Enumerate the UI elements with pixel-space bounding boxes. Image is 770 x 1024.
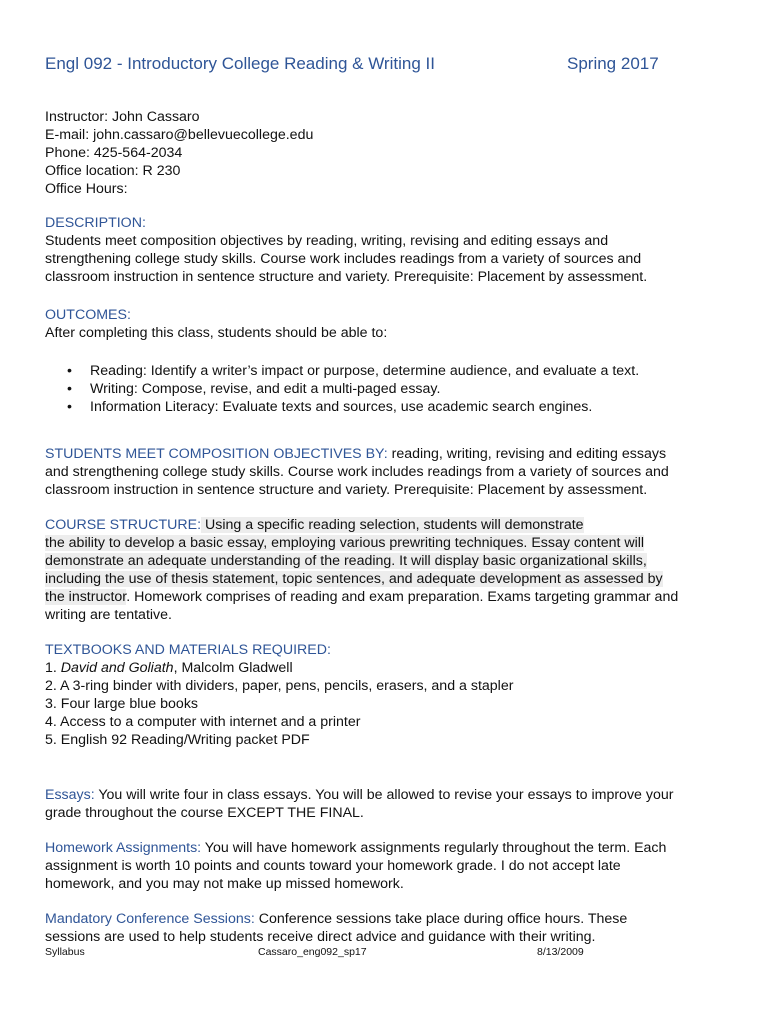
conference-line: sessions are used to help students receive direct advice and guidance with their writing. [45, 929, 596, 945]
outcomes-list-wrap [45, 362, 735, 416]
description-line: classroom instruction in sentence structure and variety. Prerequisite: Placement by assessment. [45, 269, 648, 285]
textbook-item: 4. Access to a computer with internet and a printer [45, 714, 361, 730]
footer-right: 8/13/2009 [537, 946, 584, 958]
conference-heading: Mandatory Conference Sessions: [45, 911, 255, 927]
list-item: • Writing: Compose, revise, and edit a multi-paged essay. [67, 381, 441, 397]
essays-heading: Essays: [45, 787, 95, 803]
conference-line: Mandatory Conference Sessions: Conference sessions take place during office hours. These [45, 911, 628, 927]
essays-line: grade throughout the course EXCEPT THE FINAL. [45, 805, 364, 821]
essays-line: Essays: You will write four in class essays. You will be allowed to revise your essays to improve your [45, 787, 674, 803]
structure-line: COURSE STRUCTURE: Using a specific reading selection, students will demonstrate [45, 517, 584, 533]
textbook-item: 3. Four large blue books [45, 696, 199, 712]
bullet-icon: • [67, 381, 72, 397]
objectives-line: and strengthening college study skills. Course work includes readings from a variety of sources and [45, 464, 669, 480]
outcomes-section [45, 306, 735, 342]
objectives-heading: STUDENTS MEET COMPOSITION OBJECTIVES BY: [45, 446, 388, 462]
list-item: • Information Literacy: Evaluate texts and sources, use academic search engines. [67, 399, 593, 415]
instructor-phone: Phone: 425-564-2034 [45, 145, 183, 161]
description-line: Students meet composition objectives by reading, writing, revising and editing essays and [45, 233, 609, 249]
homework-line: homework, and you may not make up missed homework. [45, 876, 404, 892]
bullet-icon: • [67, 399, 72, 415]
instructor-office: Office location: R 230 [45, 163, 181, 179]
course-structure-section [45, 516, 735, 624]
term-label: Spring 2017 [567, 54, 659, 73]
structure-line: the ability to develop a basic essay, employing various prewriting techniques. Essay content will [45, 535, 645, 551]
structure-line: the instructor. Homework comprises of reading and exam preparation. Exams targeting grammar and [45, 589, 679, 605]
outcomes-list [45, 362, 735, 416]
course-title: Engl 092 - Introductory College Reading & Writing II [45, 54, 435, 73]
structure-line: including the use of thesis statement, topic sentences, and adequate development as assessed by [45, 571, 663, 587]
objectives-section [45, 445, 735, 499]
homework-heading: Homework Assignments: [45, 840, 202, 856]
objectives-first-line: STUDENTS MEET COMPOSITION OBJECTIVES BY: reading, writing, revising and editing essays [45, 446, 667, 462]
instructor-info [45, 108, 735, 198]
textbook-item: 1. David and Goliath, Malcolm Gladwell [45, 660, 293, 676]
description-line: strengthening college study skills. Course work includes readings from a variety of sources and [45, 251, 642, 267]
bullet-icon: • [67, 363, 72, 379]
homework-line: assignment is worth 10 points and counts toward your homework grade. I do not accept late [45, 858, 621, 874]
objectives-line: classroom instruction in sentence structure and variety. Prerequisite: Placement by assessment. [45, 482, 648, 498]
instructor-email: E-mail: john.cassaro@bellevuecollege.edu [45, 127, 314, 143]
conference-section [45, 910, 735, 946]
structure-line: demonstrate an adequate understanding of the reading. It will display basic organizational skills, [45, 553, 647, 569]
outcomes-intro: After completing this class, students should be able to: [45, 325, 388, 341]
instructor-hours: Office Hours: [45, 181, 128, 197]
outcomes-heading: OUTCOMES: [45, 307, 131, 323]
instructor-name: Instructor: John Cassaro [45, 109, 200, 125]
textbook-item: 5. English 92 Reading/Writing packet PDF [45, 732, 310, 748]
footer-center: Cassaro_eng092_sp17 [258, 946, 367, 958]
textbook-item: 2. A 3-ring binder with dividers, paper, pens, pencils, erasers, and a stapler [45, 678, 514, 694]
list-item: • Reading: Identify a writer’s impact or purpose, determine audience, and evaluate a text. [67, 363, 640, 379]
homework-line: Homework Assignments: You will have homework assignments regularly throughout the term. Each [45, 840, 667, 856]
homework-section [45, 839, 735, 893]
textbooks-heading: TEXTBOOKS AND MATERIALS REQUIRED: [45, 642, 331, 658]
footer-left: Syllabus [45, 946, 85, 958]
essays-section [45, 786, 735, 822]
description-heading: DESCRIPTION: [45, 215, 146, 231]
structure-heading: COURSE STRUCTURE: [45, 517, 202, 533]
textbooks-section [45, 641, 735, 749]
structure-line: writing are tentative. [45, 607, 172, 623]
description-section [45, 214, 735, 286]
